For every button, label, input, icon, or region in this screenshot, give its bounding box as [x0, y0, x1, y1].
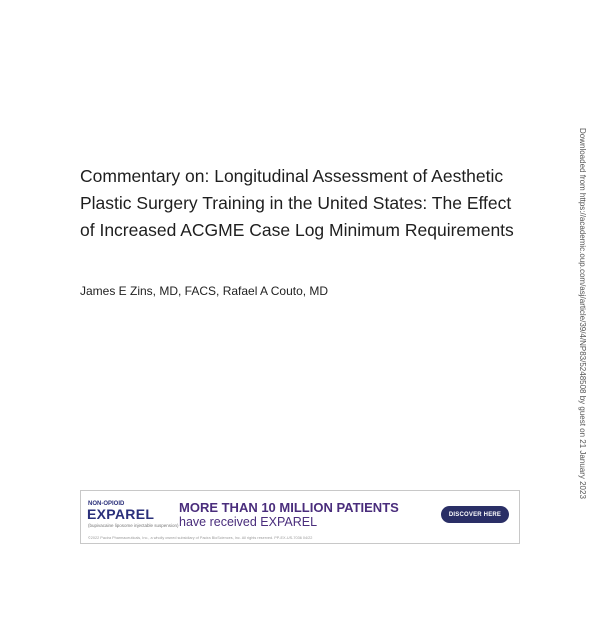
- ad-brand-subtitle: (bupivacaine liposome injectable suspension): [88, 523, 179, 528]
- ad-tag: NON-OPIOID: [88, 501, 125, 507]
- ad-brand-logo: EXPAREL: [87, 506, 155, 522]
- advertisement-banner[interactable]: [80, 490, 520, 544]
- download-notice: Downloaded from https://academic.oup.com/asj/article/39/4/NP83/5248508 by guest on 21 January 2023: [578, 128, 587, 499]
- ad-subheadline: have received EXPAREL: [179, 515, 318, 529]
- author-list: James E Zins, MD, FACS, Rafael A Couto, MD: [80, 284, 329, 298]
- article-title: Commentary on: Longitudinal Assessment of Aesthetic Plastic Surgery Training in the United States: The Effect of Increased ACGME Case Log Minimum Requirements: [80, 166, 514, 240]
- discover-here-button[interactable]: DISCOVER HERE: [441, 506, 509, 523]
- ad-headline: MORE THAN 10 MILLION PATIENTS: [179, 500, 399, 515]
- ad-footer: ©2022 Pacira Pharmaceuticals, Inc., a wholly owned subsidiary of Pacira BioSciences, Inc. All rights reserved. PP-EX-US-7036 04/22: [88, 536, 313, 540]
